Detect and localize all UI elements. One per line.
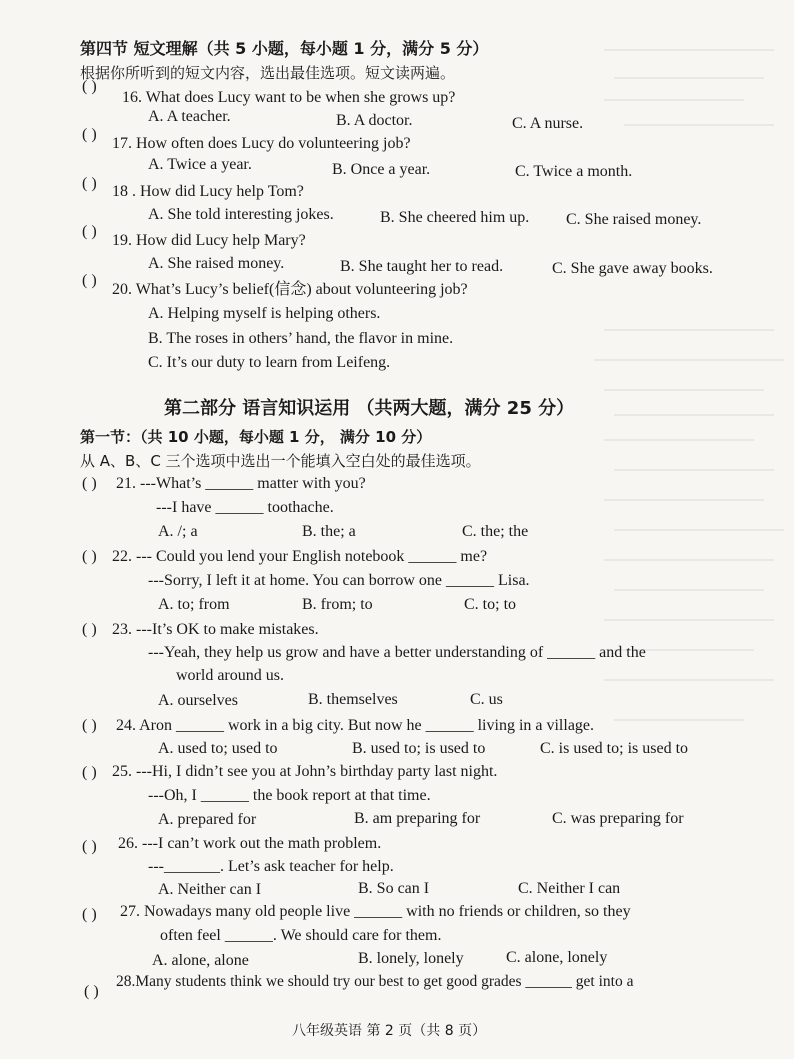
option-19-a: A. She raised money. (148, 255, 285, 272)
question-20: 20. What’s Lucy’s belief(信念) about volunteering job? (112, 281, 468, 298)
option-18-c: C. She raised money. (566, 211, 702, 228)
option-22-b: B. from; to (302, 596, 373, 613)
option-22-a: A. to; from (158, 596, 230, 613)
option-21-b: B. the; a (302, 523, 356, 540)
option-22-c: C. to; to (464, 596, 517, 613)
option-21-c: C. the; the (462, 523, 529, 540)
question-26-line2: ---_______. Let’s ask teacher for help. (148, 858, 394, 875)
answer-blank-17[interactable]: ( ) (82, 126, 97, 143)
answer-blank-16[interactable]: ( ) (82, 78, 97, 95)
answer-blank-25[interactable]: ( ) (82, 764, 97, 781)
option-23-a: A. ourselves (158, 692, 238, 709)
question-27-line1: 27. Nowadays many old people live ______ with no friends or children, so they (120, 903, 631, 920)
option-20-c: C. It’s our duty to learn from Leifeng. (148, 354, 391, 371)
answer-blank-18[interactable]: ( ) (82, 175, 97, 192)
option-17-a: A. Twice a year. (148, 156, 252, 173)
option-19-c: C. She gave away books. (552, 260, 713, 277)
option-16-a: A. A teacher. (148, 108, 231, 125)
option-26-b: B. So can I (358, 880, 430, 897)
question-21-line2: ---I have ______ toothache. (156, 499, 334, 516)
option-18-b: B. She cheered him up. (380, 209, 530, 226)
question-25-line2: ---Oh, I ______ the book report at that time. (148, 787, 431, 804)
answer-blank-22[interactable]: ( ) (82, 548, 97, 565)
option-21-a: A. /; a (158, 523, 198, 540)
option-25-a: A. prepared for (158, 811, 257, 828)
section4-instruction: 根据你所听到的短文内容，选出最佳选项。短文读两遍。 (80, 64, 456, 82)
page-footer: 八年级英语 第 2 页（共 8 页） (292, 1023, 487, 1039)
question-21-line1: 21. ---What’s ______ matter with you? (116, 475, 366, 492)
option-16-c: C. A nurse. (512, 115, 584, 132)
question-23-line1: 23. ---It’s OK to make mistakes. (112, 621, 319, 638)
answer-blank-26[interactable]: ( ) (82, 838, 97, 855)
option-23-c: C. us (470, 691, 503, 708)
option-18-a: A. She told interesting jokes. (148, 206, 334, 223)
option-20-b: B. The roses in others’ hand, the flavor in mine. (148, 330, 454, 347)
answer-blank-20[interactable]: ( ) (82, 272, 97, 289)
section4-title: 第四节 短文理解（共 5 小题，每小题 1 分，满分 5 分） (80, 39, 489, 58)
answer-blank-24[interactable]: ( ) (82, 717, 97, 734)
option-17-c: C. Twice a month. (515, 163, 633, 180)
option-26-c: C. Neither I can (518, 880, 621, 897)
question-23-line3: world around us. (176, 667, 284, 684)
question-22-line1: 22. --- Could you lend your English notebook ______ me? (112, 548, 488, 565)
answer-blank-28[interactable]: ( ) (84, 983, 99, 1000)
question-19: 19. How did Lucy help Mary? (112, 232, 306, 249)
option-16-b: B. A doctor. (336, 112, 413, 129)
answer-blank-21[interactable]: ( ) (82, 475, 97, 492)
question-25-line1: 25. ---Hi, I didn’t see you at John’s birthday party last night. (112, 763, 498, 780)
option-17-b: B. Once a year. (332, 161, 431, 178)
question-28-line1: 28.Many students think we should try our best to get good grades ______ get into a (116, 973, 634, 990)
part2-subsection: 第一节：（共 10 小题，每小题 1 分， 满分 10 分） (80, 428, 432, 446)
question-27-line2: often feel ______. We should care for them. (160, 927, 442, 944)
option-24-a: A. used to; used to (158, 740, 278, 757)
answer-blank-19[interactable]: ( ) (82, 223, 97, 240)
option-26-a: A. Neither can I (158, 881, 262, 898)
question-26-line1: 26. ---I can’t work out the math problem. (118, 835, 382, 852)
option-27-c: C. alone, lonely (506, 949, 608, 966)
question-16: 16. What does Lucy want to be when she grows up? (122, 89, 456, 106)
option-27-b: B. lonely, lonely (358, 950, 464, 967)
question-23-line2: ---Yeah, they help us grow and have a better understanding of ______ and the (148, 644, 646, 661)
answer-blank-27[interactable]: ( ) (82, 906, 97, 923)
option-23-b: B. themselves (308, 691, 398, 708)
answer-blank-23[interactable]: ( ) (82, 621, 97, 638)
option-25-b: B. am preparing for (354, 810, 481, 827)
question-18: 18 . How did Lucy help Tom? (112, 183, 304, 200)
question-22-line2: ---Sorry, I left it at home. You can borrow one ______ Lisa. (148, 572, 530, 589)
option-20-a: A. Helping myself is helping others. (148, 305, 381, 322)
question-24-line1: 24. Aron ______ work in a big city. But now he ______ living in a village. (116, 717, 595, 734)
option-27-a: A. alone, alone (152, 952, 249, 969)
bleed-through-texture (574, 0, 794, 1000)
question-17: 17. How often does Lucy do volunteering job? (112, 135, 411, 152)
option-19-b: B. She taught her to read. (340, 258, 504, 275)
part2-title: 第二部分 语言知识运用 （共两大题，满分 25 分） (164, 398, 575, 419)
part2-instruction: 从 A、B、C 三个选项中选出一个能填入空白处的最佳选项。 (80, 452, 481, 470)
option-24-c: C. is used to; is used to (540, 740, 689, 757)
option-25-c: C. was preparing for (552, 810, 684, 827)
option-24-b: B. used to; is used to (352, 740, 486, 757)
